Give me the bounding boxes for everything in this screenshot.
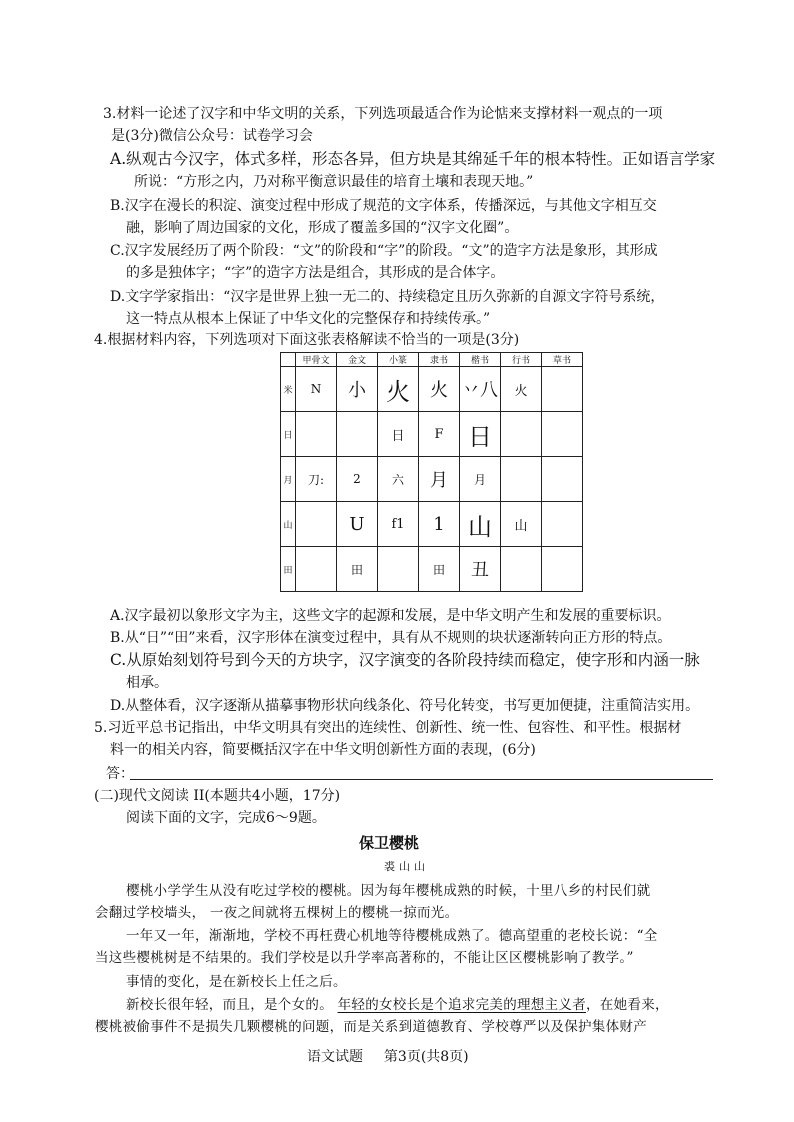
table-cell — [296, 547, 337, 592]
q3-option-c-line1: C.汉字发展经历了两个阶段：“文”的阶段和“字”的阶段。“文”的造字方法是象形，其形成 — [110, 243, 658, 259]
row-label: 月 — [281, 457, 296, 502]
paragraph-4-end: ，在她看来， — [586, 997, 669, 1013]
q4-option-c-line2: 相承。 — [126, 675, 168, 691]
table-cell: 六 — [378, 457, 419, 502]
column-header: 行书 — [501, 353, 542, 367]
table-cell — [542, 412, 583, 457]
q3-stem-line2: 是(3分)微信公众号：试卷学习会 — [111, 128, 313, 144]
column-header: 小篆 — [378, 353, 419, 367]
section-heading: (二)现代文阅读 II(本题共4小题，17分) — [94, 788, 341, 804]
table-cell — [542, 547, 583, 592]
table-cell — [501, 547, 542, 592]
table-cell: f1 — [378, 502, 419, 547]
underlined-sentence: 年轻的女校长是个追求完美的理想主义者 — [337, 997, 586, 1013]
table-cell: 火 — [378, 367, 419, 412]
table-row — [281, 457, 583, 502]
table-cell — [542, 367, 583, 412]
row-label: 山 — [281, 502, 296, 547]
table-cell: 2 — [337, 457, 378, 502]
table-cell: 丷八 — [460, 367, 501, 412]
table-cell — [501, 457, 542, 502]
q3-option-b-line2: 融，影响了周边国家的文化，形成了覆盖多国的“汉字文化圈”。 — [126, 220, 519, 236]
table-cell — [542, 502, 583, 547]
table-cell: N — [296, 367, 337, 412]
table-cell: U — [337, 502, 378, 547]
answer-line[interactable] — [130, 779, 713, 780]
article-author: 裘山山 — [384, 860, 429, 873]
q3-stem-line1: 3.材料一论述了汉字和中华文明的关系，下列选项最适合作为论惦来支撑材料一观点的一项 — [103, 106, 663, 122]
q3-option-c-line2: 的多是独体字；“字”的造字方法是组合，其形成的是合体字。 — [126, 265, 505, 281]
paragraph-2-line1: 一年又一年，渐渐地，学校不再枉费心机地等待樱桃成熟了。德高望重的老校长说：“全 — [126, 928, 658, 944]
column-header: 楷书 — [460, 353, 501, 367]
q4-option-c-line1: C.从原始刻划符号到今天的方块字，汉字演变的各阶段持续而稳定，使字形和内涵一脉 — [110, 651, 700, 669]
answer-label: 答： — [106, 766, 134, 782]
q5-stem-line2: 料一的相关内容，简要概括汉字在中华文明创新性方面的表现，(6分) — [110, 742, 536, 758]
table-header-row — [281, 353, 583, 367]
q3-option-a-line1: A.纵观古今汉字，体式多样，形态各异，但方块是其绵延千年的根本特性。正如语言学家 — [110, 150, 716, 168]
table-cell: 火 — [419, 367, 460, 412]
footer — [307, 1046, 469, 1066]
table-cell: 田 — [337, 547, 378, 592]
row-label: 米 — [281, 367, 296, 412]
table-cell: F — [419, 412, 460, 457]
q5-stem-line1: 5.习近平总书记指出，中华文明具有突出的连续性、创新性、统一性、包容性、和平性。根据材 — [94, 720, 682, 736]
paragraph-2-line2: 当这些樱桃树是不结果的。我们学校是以升学率高著称的，不能让区区樱桃影响了教学。” — [95, 950, 634, 966]
paragraph-4-start: 新校长很年轻，而且，是个女的。 — [126, 997, 333, 1013]
table-cell: 小 — [337, 367, 378, 412]
table-cell — [378, 547, 419, 592]
table-cell: 刀: — [296, 457, 337, 502]
q3-option-d-line1: D.文字学家指出：“汉字是世界上独一无二的、持续稳定且历久弥新的自源文字符号系统， — [110, 289, 665, 305]
table-cell — [501, 412, 542, 457]
q3-option-b-line1: B.汉字在漫长的积淀、演变过程中形成了规范的文字体系，传播深远，与其他文字相互交 — [110, 198, 657, 214]
paragraph-3: 事情的变化，是在新校长上任之后。 — [126, 974, 347, 990]
table-cell: 日 — [460, 412, 501, 457]
table-cell — [542, 457, 583, 502]
paragraph-4-line1 — [126, 993, 669, 1013]
row-label: 田 — [281, 547, 296, 592]
article-title: 保卫樱桃 — [359, 834, 420, 852]
paragraph-1-line1: 樱桃小学学生从没有吃过学校的樱桃。因为每年樱桃成熟的时候，十里八乡的村民们就 — [126, 883, 651, 899]
footer-page-number: 第3页(共8页) — [383, 1049, 469, 1065]
column-header: 隶书 — [419, 353, 460, 367]
reading-instruction: 阅读下面的文字，完成6～9题。 — [126, 810, 326, 826]
table-cell — [296, 412, 337, 457]
q4-option-a: A.汉字最初以象形文字为主，这些文字的起源和发展，是中华文明产生和发展的重要标识。 — [110, 608, 671, 624]
paragraph-4-line2: 樱桃被偷事件不是损失几颗樱桃的问题，而是关系到道德教育、学校尊严以及保护集体财产 — [95, 1019, 647, 1035]
evolution-table — [280, 352, 583, 592]
q4-option-d: D.从整体看，汉字逐渐从描摹事物形状向线条化、符号化转变，书写更加便捷，注重简洁实用。 — [110, 698, 700, 714]
table-cell: 1 — [419, 502, 460, 547]
paragraph-1-line2: 会翻过学校墙头， 一夜之间就将五棵树上的樱桃一掠而光。 — [95, 905, 459, 921]
table-row — [281, 502, 583, 547]
table-cell — [296, 502, 337, 547]
q4-option-b: B.从“日”“田”来看，汉字形体在演变过程中，具有从不规则的块状逐渐转向正方形的特点。 — [110, 630, 672, 646]
table-cell: 月 — [460, 457, 501, 502]
table-cell: 月 — [419, 457, 460, 502]
table-cell — [337, 412, 378, 457]
q3-option-d-line2: 这一特点从根本上保证了中华文化的完整保存和持续传承。” — [126, 311, 491, 327]
column-header: 金文 — [337, 353, 378, 367]
table-cell: 山 — [460, 502, 501, 547]
table-row — [281, 367, 583, 412]
q3-option-a-line2: 所说：“方形之内，乃对称平衡意识最佳的培育土壤和表现天地。” — [134, 174, 534, 190]
table-cell: 日 — [378, 412, 419, 457]
q4-stem: 4.根据材料内容，下列选项对下面这张表格解读不恰当的一项是(3分) — [94, 332, 520, 348]
table-cell: 田 — [419, 547, 460, 592]
table-cell: 丑 — [460, 547, 501, 592]
table-row — [281, 547, 583, 592]
table-corner — [281, 353, 296, 367]
footer-subject: 语文试题 — [307, 1049, 363, 1065]
column-header: 甲骨文 — [296, 353, 337, 367]
table-cell: 火 — [501, 367, 542, 412]
column-header: 草书 — [542, 353, 583, 367]
row-label: 日 — [281, 412, 296, 457]
table-row — [281, 412, 583, 457]
table-cell: 山 — [501, 502, 542, 547]
